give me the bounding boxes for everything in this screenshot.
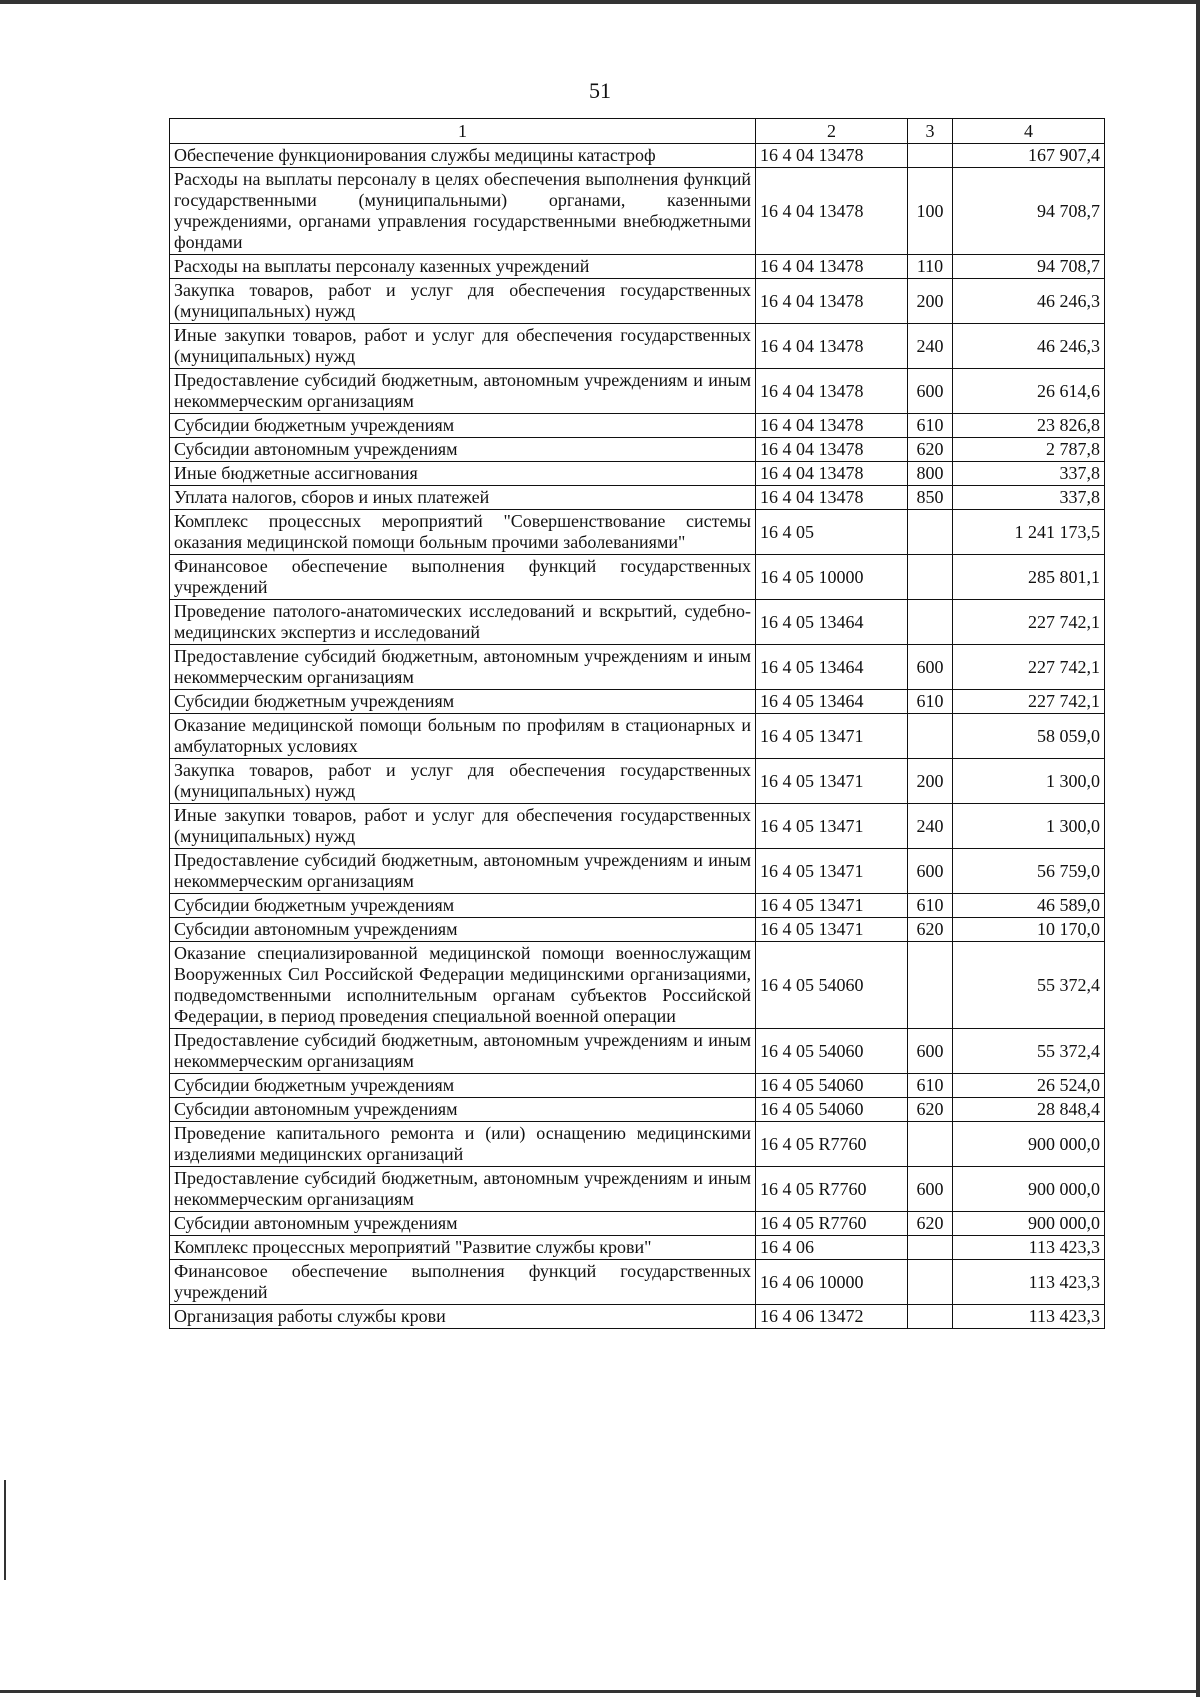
- row-name-cell: Финансовое обеспечение выполнения функций государственных учреждений: [170, 1260, 756, 1305]
- row-code-cell: 16 4 05 10000: [756, 555, 908, 600]
- table-row: [170, 1098, 1105, 1122]
- row-amount-cell: 227 742,1: [953, 690, 1105, 714]
- row-amount-cell: 2 787,8: [953, 438, 1105, 462]
- row-code-cell: 16 4 05 13471: [756, 849, 908, 894]
- row-name-cell: Проведение патолого-анатомических исследований и вскрытий, судебно-медицинских экспертиз и исследований: [170, 600, 756, 645]
- row-amount-cell: 285 801,1: [953, 555, 1105, 600]
- row-name-cell: Обеспечение функционирования службы медицины катастроф: [170, 144, 756, 168]
- row-code-cell: 16 4 05 13471: [756, 894, 908, 918]
- row-name-cell: Предоставление субсидий бюджетным, автономным учреждениям и иным некоммерческим организациям: [170, 849, 756, 894]
- row-code-cell: 16 4 05 54060: [756, 942, 908, 1029]
- table-row: [170, 462, 1105, 486]
- row-type-cell: [908, 714, 953, 759]
- row-code-cell: 16 4 04 13478: [756, 438, 908, 462]
- table-row: [170, 645, 1105, 690]
- row-code-cell: 16 4 05 13471: [756, 759, 908, 804]
- row-type-cell: 200: [908, 279, 953, 324]
- table-row: [170, 1167, 1105, 1212]
- table-header-row: [170, 119, 1105, 144]
- row-amount-cell: 46 246,3: [953, 279, 1105, 324]
- row-code-cell: 16 4 04 13478: [756, 486, 908, 510]
- row-amount-cell: 337,8: [953, 486, 1105, 510]
- row-type-cell: 240: [908, 324, 953, 369]
- table-row: [170, 555, 1105, 600]
- table-row: [170, 168, 1105, 255]
- row-amount-cell: 28 848,4: [953, 1098, 1105, 1122]
- table-row: [170, 1029, 1105, 1074]
- scan-border-top: [0, 0, 1200, 4]
- row-type-cell: [908, 1305, 953, 1329]
- row-type-cell: 100: [908, 168, 953, 255]
- row-name-cell: Предоставление субсидий бюджетным, автономным учреждениям и иным некоммерческим организациям: [170, 645, 756, 690]
- row-amount-cell: 900 000,0: [953, 1212, 1105, 1236]
- row-code-cell: 16 4 06 13472: [756, 1305, 908, 1329]
- row-code-cell: 16 4 05 R7760: [756, 1122, 908, 1167]
- table-row: [170, 144, 1105, 168]
- row-type-cell: 600: [908, 1167, 953, 1212]
- row-code-cell: 16 4 04 13478: [756, 255, 908, 279]
- row-name-cell: Предоставление субсидий бюджетным, автономным учреждениям и иным некоммерческим организациям: [170, 1029, 756, 1074]
- row-amount-cell: 55 372,4: [953, 942, 1105, 1029]
- row-code-cell: 16 4 05 13471: [756, 804, 908, 849]
- table-row: [170, 804, 1105, 849]
- row-name-cell: Оказание медицинской помощи больным по профилям в стационарных и амбулаторных условиях: [170, 714, 756, 759]
- row-name-cell: Проведение капитального ремонта и (или) оснащению медицинскими изделиями медицинских организаций: [170, 1122, 756, 1167]
- row-name-cell: Субсидии автономным учреждениям: [170, 918, 756, 942]
- row-name-cell: Субсидии автономным учреждениям: [170, 1098, 756, 1122]
- row-code-cell: 16 4 04 13478: [756, 369, 908, 414]
- row-code-cell: 16 4 04 13478: [756, 414, 908, 438]
- row-type-cell: 600: [908, 369, 953, 414]
- table-row: [170, 918, 1105, 942]
- table-row: [170, 759, 1105, 804]
- row-type-cell: 200: [908, 759, 953, 804]
- row-type-cell: 620: [908, 438, 953, 462]
- row-type-cell: 610: [908, 894, 953, 918]
- column-header: 4: [953, 119, 1105, 144]
- row-name-cell: Субсидии бюджетным учреждениям: [170, 894, 756, 918]
- row-amount-cell: 26 614,6: [953, 369, 1105, 414]
- row-code-cell: 16 4 05 13471: [756, 918, 908, 942]
- table-row: [170, 414, 1105, 438]
- row-code-cell: 16 4 05 13464: [756, 600, 908, 645]
- row-code-cell: 16 4 04 13478: [756, 168, 908, 255]
- row-name-cell: Уплата налогов, сборов и иных платежей: [170, 486, 756, 510]
- row-amount-cell: 46 246,3: [953, 324, 1105, 369]
- row-code-cell: 16 4 05 R7760: [756, 1212, 908, 1236]
- row-amount-cell: 900 000,0: [953, 1167, 1105, 1212]
- column-header: 1: [170, 119, 756, 144]
- table-row: [170, 486, 1105, 510]
- table-row: [170, 279, 1105, 324]
- row-type-cell: 240: [908, 804, 953, 849]
- table-row: [170, 1074, 1105, 1098]
- table-row: [170, 1236, 1105, 1260]
- row-type-cell: [908, 1236, 953, 1260]
- row-type-cell: 800: [908, 462, 953, 486]
- row-amount-cell: 337,8: [953, 462, 1105, 486]
- row-name-cell: Субсидии бюджетным учреждениям: [170, 414, 756, 438]
- row-type-cell: [908, 942, 953, 1029]
- scan-border-bottom: [0, 1690, 1200, 1693]
- row-amount-cell: 56 759,0: [953, 849, 1105, 894]
- table-row: [170, 1212, 1105, 1236]
- table-body: [170, 144, 1105, 1329]
- table-row: [170, 690, 1105, 714]
- row-name-cell: Субсидии автономным учреждениям: [170, 438, 756, 462]
- row-amount-cell: 227 742,1: [953, 600, 1105, 645]
- row-amount-cell: 1 241 173,5: [953, 510, 1105, 555]
- row-amount-cell: 94 708,7: [953, 168, 1105, 255]
- row-amount-cell: 113 423,3: [953, 1236, 1105, 1260]
- table-row: [170, 369, 1105, 414]
- row-type-cell: [908, 1122, 953, 1167]
- table-row: [170, 1305, 1105, 1329]
- row-name-cell: Расходы на выплаты персоналу в целях обеспечения выполнения функций государственными (муниципальными) органами, казенными учреждениями, органами управления государственными внебюджетными фондами: [170, 168, 756, 255]
- row-code-cell: 16 4 05 54060: [756, 1029, 908, 1074]
- row-type-cell: 600: [908, 849, 953, 894]
- row-type-cell: 610: [908, 1074, 953, 1098]
- row-name-cell: Закупка товаров, работ и услуг для обеспечения государственных (муниципальных) нужд: [170, 279, 756, 324]
- row-amount-cell: 58 059,0: [953, 714, 1105, 759]
- row-amount-cell: 113 423,3: [953, 1305, 1105, 1329]
- row-amount-cell: 113 423,3: [953, 1260, 1105, 1305]
- table-row: [170, 438, 1105, 462]
- row-type-cell: 600: [908, 645, 953, 690]
- row-code-cell: 16 4 04 13478: [756, 462, 908, 486]
- table-row: [170, 849, 1105, 894]
- row-amount-cell: 55 372,4: [953, 1029, 1105, 1074]
- row-type-cell: 850: [908, 486, 953, 510]
- row-code-cell: 16 4 06: [756, 1236, 908, 1260]
- table-row: [170, 1122, 1105, 1167]
- row-name-cell: Комплекс процессных мероприятий "Развитие службы крови": [170, 1236, 756, 1260]
- row-code-cell: 16 4 05 13471: [756, 714, 908, 759]
- row-name-cell: Финансовое обеспечение выполнения функций государственных учреждений: [170, 555, 756, 600]
- row-code-cell: 16 4 05: [756, 510, 908, 555]
- scan-border-right: [1196, 0, 1200, 1697]
- row-type-cell: 610: [908, 414, 953, 438]
- row-type-cell: [908, 600, 953, 645]
- budget-table: [169, 118, 1105, 1329]
- row-name-cell: Субсидии бюджетным учреждениям: [170, 690, 756, 714]
- row-type-cell: [908, 555, 953, 600]
- row-amount-cell: 900 000,0: [953, 1122, 1105, 1167]
- row-name-cell: Расходы на выплаты персоналу казенных учреждений: [170, 255, 756, 279]
- row-code-cell: 16 4 06 10000: [756, 1260, 908, 1305]
- row-amount-cell: 94 708,7: [953, 255, 1105, 279]
- row-amount-cell: 227 742,1: [953, 645, 1105, 690]
- row-code-cell: 16 4 05 13464: [756, 645, 908, 690]
- row-type-cell: [908, 1260, 953, 1305]
- row-name-cell: Иные закупки товаров, работ и услуг для обеспечения государственных (муниципальных) нужд: [170, 324, 756, 369]
- table-row: [170, 894, 1105, 918]
- row-code-cell: 16 4 05 R7760: [756, 1167, 908, 1212]
- table-row: [170, 714, 1105, 759]
- row-code-cell: 16 4 05 13464: [756, 690, 908, 714]
- row-type-cell: 610: [908, 690, 953, 714]
- table-row: [170, 1260, 1105, 1305]
- row-amount-cell: 167 907,4: [953, 144, 1105, 168]
- row-type-cell: 620: [908, 1098, 953, 1122]
- column-header: 2: [756, 119, 908, 144]
- row-name-cell: Оказание специализированной медицинской помощи военнослужащим Вооруженных Сил Российской Федерации медицинскими организациями, подведомственными исполнительным органам субъектов Российской Федерации, в период проведения специальной военной операции: [170, 942, 756, 1029]
- row-name-cell: Закупка товаров, работ и услуг для обеспечения государственных (муниципальных) нужд: [170, 759, 756, 804]
- row-amount-cell: 23 826,8: [953, 414, 1105, 438]
- table-row: [170, 255, 1105, 279]
- row-name-cell: Предоставление субсидий бюджетным, автономным учреждениям и иным некоммерческим организациям: [170, 1167, 756, 1212]
- row-amount-cell: 1 300,0: [953, 759, 1105, 804]
- row-code-cell: 16 4 04 13478: [756, 279, 908, 324]
- row-amount-cell: 46 589,0: [953, 894, 1105, 918]
- table-row: [170, 324, 1105, 369]
- row-amount-cell: 26 524,0: [953, 1074, 1105, 1098]
- row-code-cell: 16 4 04 13478: [756, 144, 908, 168]
- row-code-cell: 16 4 05 54060: [756, 1074, 908, 1098]
- table-row: [170, 942, 1105, 1029]
- row-code-cell: 16 4 04 13478: [756, 324, 908, 369]
- row-type-cell: 620: [908, 1212, 953, 1236]
- table-row: [170, 600, 1105, 645]
- row-type-cell: 600: [908, 1029, 953, 1074]
- row-type-cell: 620: [908, 918, 953, 942]
- row-name-cell: Иные закупки товаров, работ и услуг для обеспечения государственных (муниципальных) нужд: [170, 804, 756, 849]
- table-row: [170, 510, 1105, 555]
- row-amount-cell: 10 170,0: [953, 918, 1105, 942]
- row-name-cell: Иные бюджетные ассигнования: [170, 462, 756, 486]
- row-name-cell: Организация работы службы крови: [170, 1305, 756, 1329]
- page-number: 51: [589, 78, 611, 103]
- row-type-cell: 110: [908, 255, 953, 279]
- row-type-cell: [908, 510, 953, 555]
- column-header: 3: [908, 119, 953, 144]
- row-amount-cell: 1 300,0: [953, 804, 1105, 849]
- row-name-cell: Субсидии автономным учреждениям: [170, 1212, 756, 1236]
- row-name-cell: Комплекс процессных мероприятий "Совершенствование системы оказания медицинской помощи больным прочими заболеваниями": [170, 510, 756, 555]
- scan-border-left-mark: [4, 1480, 6, 1580]
- row-code-cell: 16 4 05 54060: [756, 1098, 908, 1122]
- row-name-cell: Субсидии бюджетным учреждениям: [170, 1074, 756, 1098]
- row-type-cell: [908, 144, 953, 168]
- row-name-cell: Предоставление субсидий бюджетным, автономным учреждениям и иным некоммерческим организациям: [170, 369, 756, 414]
